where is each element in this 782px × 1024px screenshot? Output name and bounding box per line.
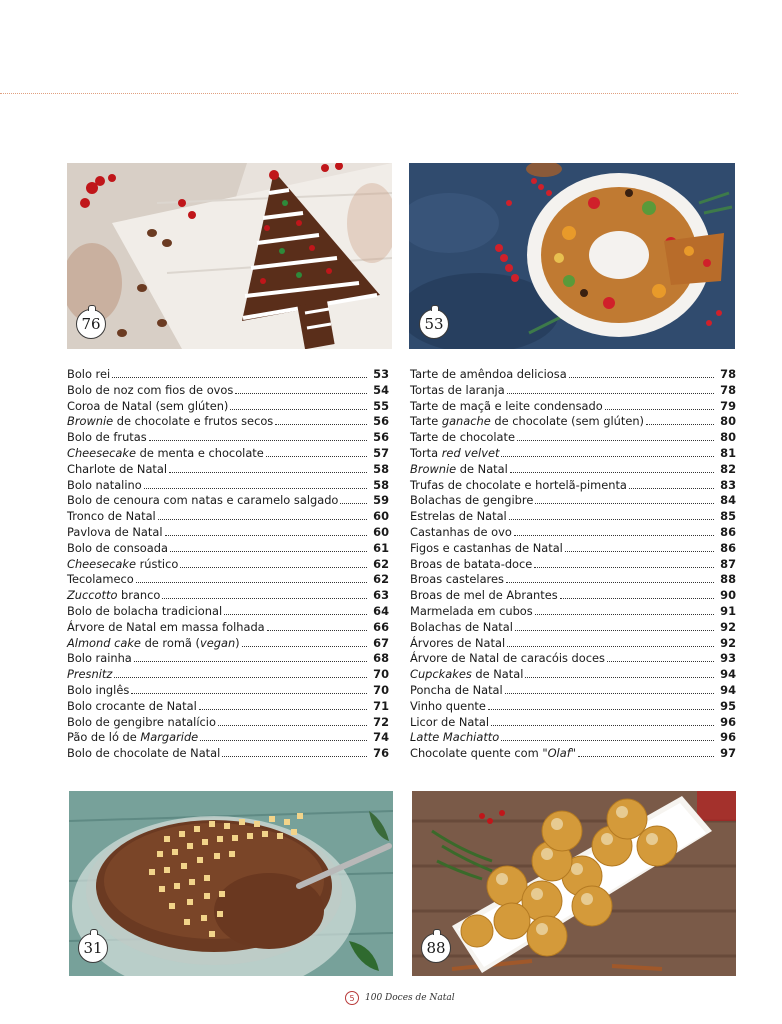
toc-entry	[67, 699, 389, 715]
toc-dot-leader	[507, 393, 714, 394]
toc-dot-leader	[517, 440, 714, 441]
toc-entry-title: Estrelas de Natal	[410, 509, 507, 524]
footer-page-number: 5	[345, 991, 359, 1005]
toc-dot-leader	[605, 409, 714, 410]
toc-entry-page: 66	[373, 619, 389, 634]
toc-entry-page: 61	[373, 540, 389, 555]
toc-entry	[410, 478, 736, 494]
toc-entry	[410, 746, 736, 762]
toc-left-column	[67, 367, 389, 762]
toc-dot-leader	[340, 503, 367, 504]
toc-entry-page: 70	[373, 667, 389, 682]
page-badge-88: 88	[421, 933, 451, 963]
toc-dot-leader	[565, 551, 714, 552]
toc-entry-page: 90	[720, 588, 736, 603]
toc-entry	[67, 541, 389, 557]
toc-entry-title: Broas de mel de Abrantes	[410, 588, 558, 603]
toc-entry-page: 62	[373, 572, 389, 587]
toc-entry-page: 68	[373, 651, 389, 666]
toc-entry	[410, 557, 736, 573]
toc-dot-leader	[199, 709, 367, 710]
toc-dot-leader	[131, 693, 367, 694]
toc-entry-title: Charlote de Natal	[67, 461, 168, 476]
toc-entry-page: 91	[720, 603, 736, 618]
toc-dot-leader	[525, 677, 714, 678]
toc-entry-title: Trufas de chocolate e hortelã-pimenta	[410, 477, 627, 492]
toc-entry-page: 85	[720, 509, 736, 524]
toc-dot-leader	[235, 393, 367, 394]
toc-entry	[67, 509, 389, 525]
toc-entry-page: 71	[373, 698, 389, 713]
toc-dot-leader	[607, 661, 714, 662]
toc-entry-page: 94	[720, 682, 736, 697]
toc-dot-leader	[509, 519, 714, 520]
toc-entry-page: 72	[373, 714, 389, 729]
toc-dot-leader	[162, 598, 367, 599]
toc-entry-page: 58	[373, 477, 389, 492]
toc-dot-leader	[514, 535, 714, 536]
toc-entry-title: Bolachas de gengibre	[410, 493, 534, 508]
toc-entry-title: Tarte de amêndoa deliciosa	[410, 367, 567, 381]
toc-dot-leader	[144, 488, 367, 489]
toc-entry-page: 86	[720, 524, 736, 539]
toc-entry	[67, 636, 389, 652]
toc-dot-leader	[501, 456, 714, 457]
toc-entry	[67, 430, 389, 446]
toc-entry-title: Poncha de Natal	[410, 682, 503, 697]
toc-dot-leader	[646, 424, 714, 425]
toc-dot-leader	[165, 535, 367, 536]
toc-entry-title: Marmelada em cubos	[410, 603, 533, 618]
toc-entry	[410, 636, 736, 652]
toc-entry-title: Brownie de chocolate e frutos secos	[67, 414, 274, 429]
toc-dot-leader	[506, 582, 714, 583]
toc-entry	[410, 699, 736, 715]
top-dotted-rule	[0, 93, 738, 94]
toc-entry-page: 64	[373, 603, 389, 618]
toc-dot-leader	[266, 456, 367, 457]
toc-entry	[410, 604, 736, 620]
toc-entry-title: Árvore de Natal em massa folhada	[67, 619, 265, 634]
toc-entry-title: Bolo natalino	[67, 477, 142, 492]
toc-entry	[67, 478, 389, 494]
toc-dot-leader	[170, 551, 367, 552]
toc-dot-leader	[515, 630, 714, 631]
toc-entry	[410, 651, 736, 667]
toc-right-column	[410, 367, 736, 762]
toc-entry-title: Figos e castanhas de Natal	[410, 540, 563, 555]
toc-entry-title: Bolo de frutas	[67, 430, 147, 445]
toc-entry-title: Latte Machiatto	[410, 730, 500, 745]
toc-entry-title: Tarte de maçã e leite condensado	[410, 398, 603, 413]
toc-entry	[67, 715, 389, 731]
toc-entry-title: Torta red velvet	[410, 445, 500, 460]
toc-dot-leader	[224, 614, 367, 615]
toc-entry-page: 80	[720, 430, 736, 445]
toc-entry-title: Vinho quente	[410, 698, 486, 713]
toc-entry-page: 96	[720, 730, 736, 745]
page-badge-31: 31	[78, 933, 108, 963]
toc-entry	[410, 541, 736, 557]
toc-entry-title: Tarte ganache de chocolate (sem glúten)	[410, 414, 645, 429]
toc-dot-leader	[510, 472, 714, 473]
toc-entry-page: 56	[373, 414, 389, 429]
toc-entry	[410, 683, 736, 699]
toc-entry-title: Bolo rei	[67, 367, 111, 381]
toc-entry	[410, 383, 736, 399]
toc-entry	[67, 683, 389, 699]
toc-dot-leader	[534, 567, 714, 568]
toc-entry-title: Almond cake de romã (vegan)	[67, 635, 240, 650]
toc-entry	[67, 383, 389, 399]
toc-dot-leader	[507, 646, 714, 647]
toc-entry-page: 82	[720, 461, 736, 476]
toc-dot-leader	[218, 725, 367, 726]
toc-entry	[67, 493, 389, 509]
toc-dot-leader	[200, 740, 367, 741]
toc-entry	[410, 446, 736, 462]
toc-entry-title: Tronco de Natal	[67, 509, 156, 524]
toc-entry-title: Cupckakes de Natal	[410, 667, 524, 682]
toc-entry-page: 59	[373, 493, 389, 508]
toc-entry-page: 53	[373, 367, 389, 381]
toc-dot-leader	[560, 598, 714, 599]
toc-entry-page: 97	[720, 746, 736, 761]
toc-entry	[67, 557, 389, 573]
toc-entry-page: 74	[373, 730, 389, 745]
toc-entry	[410, 414, 736, 430]
toc-entry-page: 60	[373, 509, 389, 524]
page-badge-53: 53	[419, 309, 449, 339]
toc-entry-title: Cheesecake rústico	[67, 556, 179, 571]
toc-entry	[67, 367, 389, 383]
toc-entry-title: Brownie de Natal	[410, 461, 508, 476]
toc-entry	[410, 509, 736, 525]
toc-entry-page: 67	[373, 635, 389, 650]
toc-entry-title: Pão de ló de Margaride	[67, 730, 199, 745]
toc-entry-title: Bolo de cenoura com natas e caramelo salgado	[67, 493, 339, 508]
toc-dot-leader	[242, 646, 367, 647]
toc-entry-page: 79	[720, 398, 736, 413]
toc-entry-title: Tortas de laranja	[410, 382, 505, 397]
toc-entry-title: Broas de batata-doce	[410, 556, 533, 571]
toc-entry-title: Bolachas de Natal	[410, 619, 513, 634]
toc-entry-title: Zuccotto branco	[67, 588, 161, 603]
toc-dot-leader	[136, 582, 367, 583]
toc-dot-leader	[629, 488, 714, 489]
toc-dot-leader	[578, 756, 714, 757]
toc-entry-title: Bolo de gengibre natalício	[67, 714, 216, 729]
toc-dot-leader	[535, 614, 714, 615]
toc-dot-leader	[134, 661, 367, 662]
toc-entry-page: 95	[720, 698, 736, 713]
toc-entry	[410, 462, 736, 478]
photo-chocolate-mousse	[69, 791, 393, 976]
toc-entry-page: 63	[373, 588, 389, 603]
toc-entry	[67, 730, 389, 746]
toc-entry-title: Árvore de Natal de caracóis doces	[410, 651, 605, 666]
toc-entry-page: 83	[720, 477, 736, 492]
toc-entry	[67, 620, 389, 636]
toc-entry-page: 84	[720, 493, 736, 508]
toc-entry-page: 92	[720, 635, 736, 650]
toc-entry	[67, 572, 389, 588]
toc-entry-title: Cheesecake de menta e chocolate	[67, 445, 264, 460]
toc-entry	[67, 651, 389, 667]
toc-entry-title: Castanhas de ovo	[410, 524, 512, 539]
toc-entry-title: Licor de Natal	[410, 714, 490, 729]
photo-broas-castelares	[412, 791, 736, 976]
toc-entry	[67, 667, 389, 683]
toc-entry-page: 88	[720, 572, 736, 587]
toc-entry-page: 81	[720, 445, 736, 460]
toc-entry-title: Bolo rainha	[67, 651, 132, 666]
toc-dot-leader	[169, 472, 367, 473]
toc-entry-title: Bolo inglês	[67, 682, 130, 697]
toc-entry-title: Bolo de noz com fios de ovos	[67, 382, 234, 397]
toc-entry	[410, 525, 736, 541]
toc-entry	[410, 572, 736, 588]
toc-dot-leader	[112, 377, 367, 378]
photo-brownie-christmas-tree	[67, 163, 392, 349]
toc-dot-leader	[505, 693, 714, 694]
toc-entry-page: 78	[720, 367, 736, 381]
toc-entry-page: 93	[720, 651, 736, 666]
toc-entry	[410, 667, 736, 683]
toc-entry-page: 57	[373, 445, 389, 460]
page-badge-76: 76	[76, 309, 106, 339]
toc-entry-title: Bolo de consoada	[67, 540, 168, 555]
toc-dot-leader	[158, 519, 367, 520]
toc-entry	[410, 620, 736, 636]
toc-entry-page: 80	[720, 414, 736, 429]
toc-entry	[67, 525, 389, 541]
toc-entry-title: Chocolate quente com "Olaf"	[410, 746, 576, 761]
toc-dot-leader	[569, 377, 714, 378]
toc-entry	[67, 588, 389, 604]
toc-entry-page: 76	[373, 746, 389, 761]
toc-entry	[67, 462, 389, 478]
toc-entry	[410, 588, 736, 604]
toc-entry	[67, 414, 389, 430]
toc-entry	[410, 730, 736, 746]
toc-dot-leader	[501, 740, 714, 741]
toc-entry-page: 56	[373, 430, 389, 445]
toc-entry-page: 62	[373, 556, 389, 571]
toc-dot-leader	[267, 630, 367, 631]
toc-entry-page: 58	[373, 461, 389, 476]
footer-publication-title: 100 Doces de Natal	[365, 993, 455, 1003]
toc-entry	[67, 399, 389, 415]
toc-entry-title: Coroa de Natal (sem glúten)	[67, 398, 229, 413]
toc-entry-title: Árvores de Natal	[410, 635, 506, 650]
toc-entry	[410, 493, 736, 509]
toc-entry-page: 60	[373, 524, 389, 539]
toc-entry-title: Bolo de chocolate de Natal	[67, 746, 221, 761]
toc-entry-page: 92	[720, 619, 736, 634]
page-footer	[345, 991, 455, 1005]
toc-dot-leader	[149, 440, 367, 441]
toc-entry-title: Tarte de chocolate	[410, 430, 515, 445]
toc-entry-page: 78	[720, 382, 736, 397]
toc-dot-leader	[275, 424, 367, 425]
toc-entry	[410, 399, 736, 415]
toc-entry-page: 55	[373, 398, 389, 413]
toc-entry-page: 86	[720, 540, 736, 555]
toc-entry	[67, 604, 389, 620]
toc-entry	[410, 430, 736, 446]
photo-bolo-rei	[409, 163, 735, 349]
toc-dot-leader	[114, 677, 367, 678]
toc-dot-leader	[222, 756, 367, 757]
toc-entry-title: Presnitz	[67, 667, 113, 682]
toc-entry-title: Bolo de bolacha tradicional	[67, 603, 223, 618]
toc-dot-leader	[535, 503, 714, 504]
toc-entry-title: Tecolameco	[67, 572, 134, 587]
toc-dot-leader	[230, 409, 367, 410]
toc-entry-page: 70	[373, 682, 389, 697]
toc-entry	[410, 715, 736, 731]
toc-entry	[67, 446, 389, 462]
toc-entry	[410, 367, 736, 383]
toc-entry-page: 54	[373, 382, 389, 397]
toc-entry-title: Pavlova de Natal	[67, 524, 163, 539]
toc-dot-leader	[180, 567, 367, 568]
toc-dot-leader	[488, 709, 714, 710]
toc-dot-leader	[491, 725, 714, 726]
toc-entry-page: 94	[720, 667, 736, 682]
toc-entry-title: Bolo crocante de Natal	[67, 698, 197, 713]
toc-entry-page: 87	[720, 556, 736, 571]
toc-entry-title: Broas castelares	[410, 572, 504, 587]
toc-entry-page: 96	[720, 714, 736, 729]
toc-entry	[67, 746, 389, 762]
